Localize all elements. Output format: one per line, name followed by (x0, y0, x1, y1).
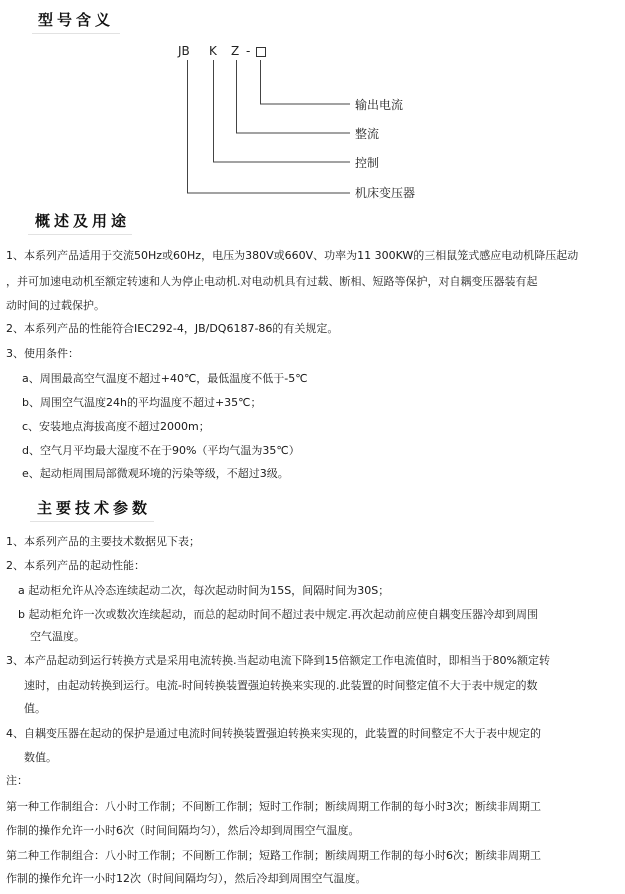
tech-params-line: 2、本系列产品的起动性能： (6, 559, 145, 572)
model-code-dash: - (246, 44, 251, 58)
connector-line-output-current (261, 60, 351, 104)
overview-line: 2、本系列产品的性能符合IEC292-4，JB/DQ6187-86的有关规定。 (6, 322, 339, 335)
tech-params-line: 4、自耦变压器在起动的保护是通过电流时间转换装置强迫转换来实现的，此装置的时间整定不大于表中规定的 (6, 727, 541, 740)
overview-line: b、周围空气温度24h的平均温度不超过+35℃； (22, 396, 262, 409)
tech-params-line: 1、本系列产品的主要技术数据见下表； (6, 535, 200, 548)
legend-label-rectifier: 整流 (355, 127, 380, 141)
tech-params-line: 3、本产品起动到运行转换方式是采用电流转换.当起动电流下降到15倍额定工作电流值时，即相当于80%额定转 (6, 654, 550, 667)
tech-params-line: 空气温度。 (30, 630, 85, 643)
legend-label-output-current: 输出电流 (355, 98, 404, 112)
overview-line: ，并可加速电动机至额定转速和人为停止电动机.对电动机具有过载、断相、短路等保护，对自耦变压器装有起 (6, 275, 538, 288)
tech-params-line: 第一种工作制组合：八小时工作制；不间断工作制；短时工作制；断续周期工作制的每小时3次；断续非周期工 (6, 800, 541, 813)
tech-params-line: 作制的操作允许一小时6次（时间间隔均匀），然后冷却到周围空气温度。 (6, 824, 360, 837)
section-title-tech-params: 主要技术参数 (37, 499, 152, 517)
section-title-model-meaning: 型号含义 (38, 11, 115, 29)
model-code-connector-lines (0, 0, 625, 200)
overview-line: 动时间的过载保护。 (6, 299, 105, 312)
legend-label-machine-transformer: 机床变压器 (355, 186, 416, 200)
tech-params-line: 注： (6, 774, 28, 787)
connector-line-rectifier (237, 60, 351, 133)
tech-params-line: 速时，由起动转换到运行。电流-时间转换装置强迫转换来实现的.此装置的时间整定值不大于表中规定的数 (24, 679, 538, 692)
overview-line: 1、本系列产品适用于交流50Hz或60Hz，电压为380V或660V、功率为11 300KW的三相鼠笼式感应电动机降压起动 (6, 249, 579, 262)
tech-params-line: a 起动柜允许从冷态连续起动二次，每次起动时间为15S，间隔时间为30S； (18, 584, 390, 597)
overview-line: d、空气月平均最大湿度不在于90%（平均气温为35℃） (22, 444, 300, 457)
tech-params-line: 数值。 (24, 751, 57, 764)
connector-line-control (214, 60, 351, 162)
tech-params-line: 值。 (24, 702, 46, 715)
model-code-part-jb: JB (178, 44, 190, 58)
overview-line: 3、使用条件： (6, 347, 79, 360)
overview-line: a、周围最高空气温度不超过+40℃，最低温度不低于-5℃ (22, 372, 308, 385)
tech-params-line: 作制的操作允许一小时12次（时间间隔均匀），然后冷却到周围空气温度。 (6, 872, 367, 885)
section-title-underline (30, 521, 154, 522)
model-code-part-z: Z (231, 44, 240, 58)
section-title-underline (28, 234, 132, 235)
overview-line: c、安装地点海拔高度不超过2000m； (22, 420, 210, 433)
legend-label-control: 控制 (355, 156, 380, 170)
overview-line: e、起动柜周围局部微观环境的污染等级，不超过3级。 (22, 467, 289, 480)
tech-params-line: 第二种工作制组合：八小时工作制；不间断工作制；短路工作制；断续周期工作制的每小时6次；断续非周期工 (6, 849, 541, 862)
connector-line-machine-transformer (188, 60, 351, 193)
tech-params-line: b 起动柜允许一次或数次连续起动，而总的起动时间不超过表中规定.再次起动前应使自耦变压器冷却到周围 (18, 608, 538, 621)
section-title-overview: 概述及用途 (35, 212, 131, 230)
model-code-part-k: K (209, 44, 217, 58)
